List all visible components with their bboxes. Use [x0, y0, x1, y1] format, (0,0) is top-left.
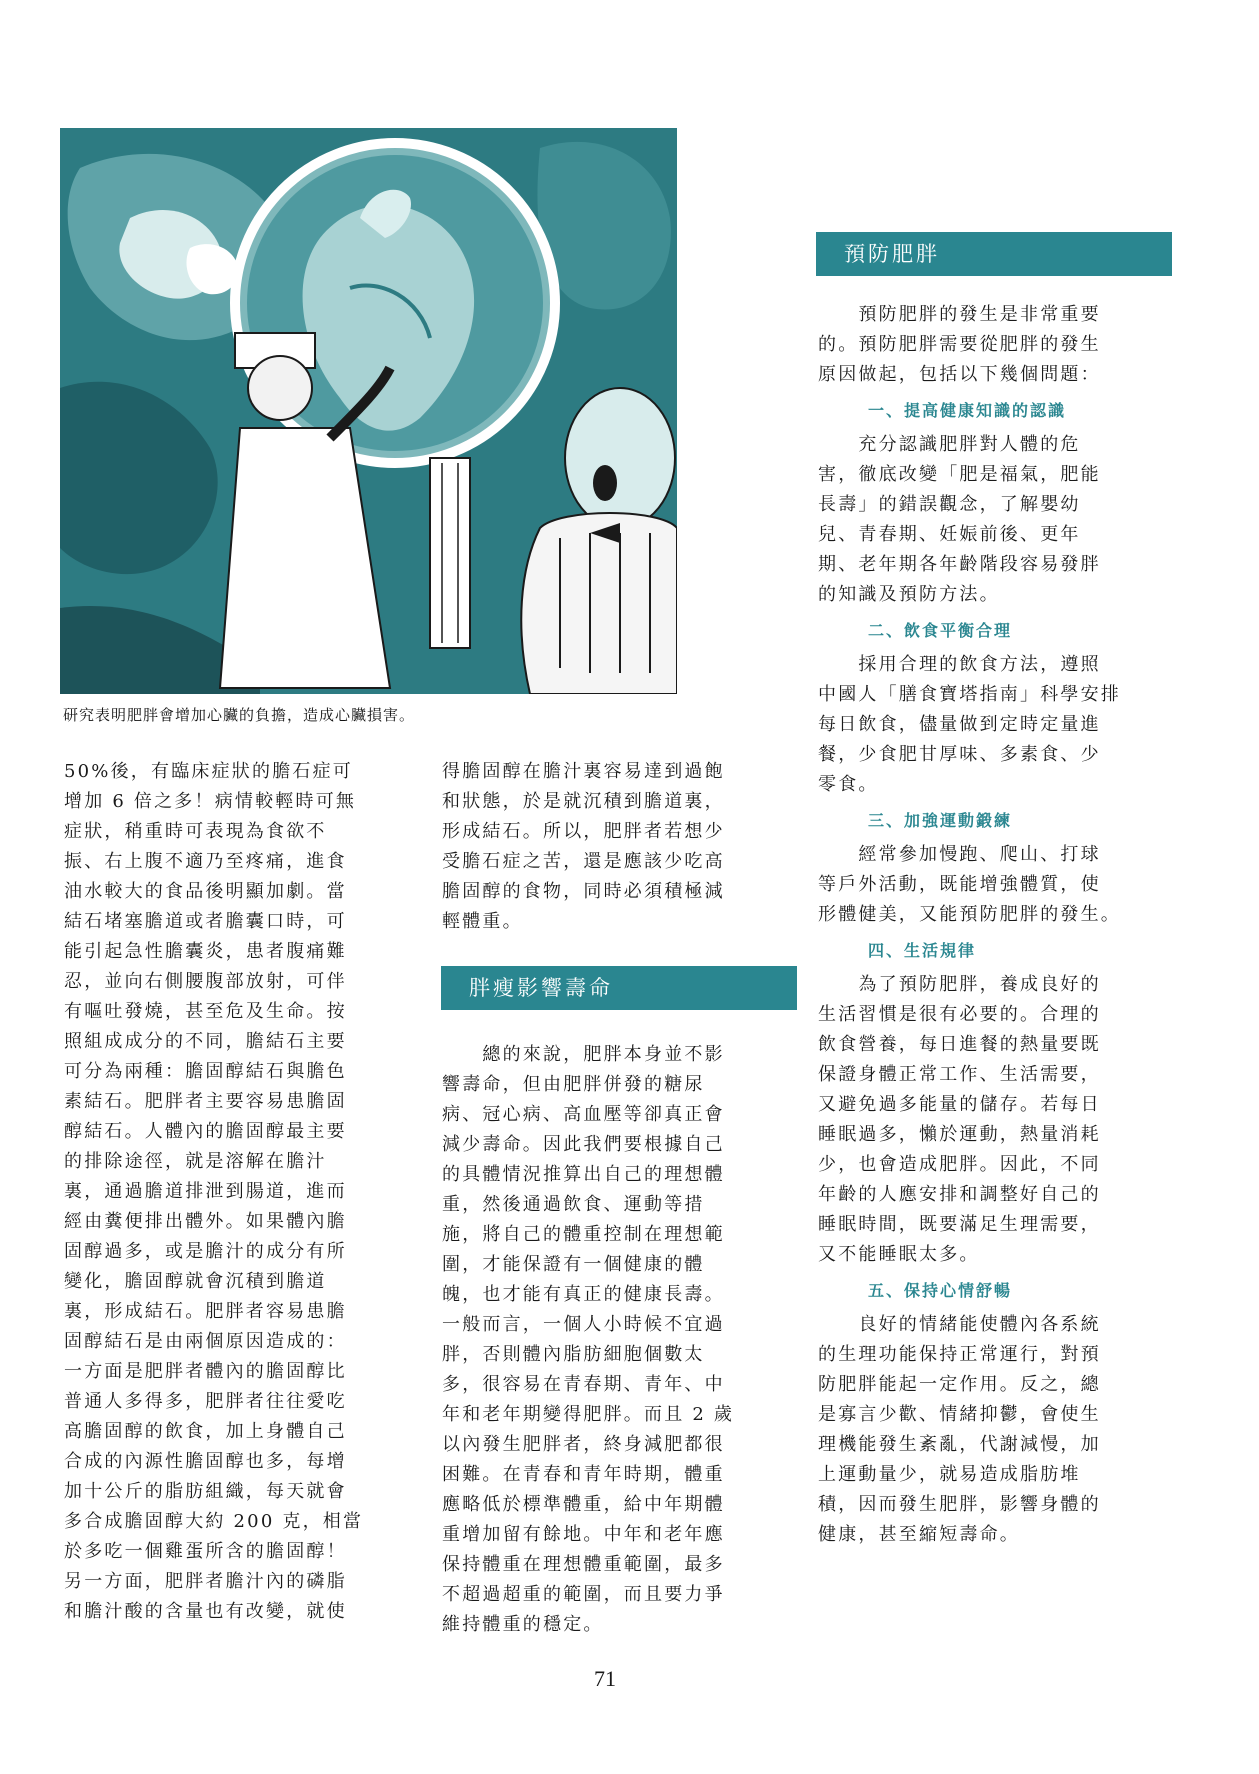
item-heading: 一、提高健康知識的認識 — [868, 401, 1067, 420]
page-number: 71 — [594, 1666, 616, 1691]
item-body: 經常參加慢跑、爬山、打球 等戶外活動，既能增強體質，使 形體健美，又能預防肥胖的發生。 — [818, 844, 1121, 925]
right-column — [818, 300, 1158, 1550]
item-body: 為了預防肥胖，養成良好的 生活習慣是很有必要的。合理的 飲食營養，每日進餐的熱量要既 保證身體正常工作、生活需要， 又避免過多能量的儲存。若每日 睡眠過多，懶於運動，熱量消耗 少，也會造成肥胖。因此，不同 年齡的人應安排和調整好自己的 睡眠時間，既要滿足生理需要， 又不能睡眠太多。 — [818, 974, 1101, 1265]
left-column — [64, 757, 400, 1627]
item-heading: 四、生活規律 — [868, 941, 977, 960]
left-column-paragraph: 50%後，有臨床症狀的膽石症可 增加 6 倍之多！病情較輕時可無 症狀，稍重時可表現為食欲不 振、右上腹不適乃至疼痛，進食 油水較大的食品後明顯加劇。當 結石堵塞膽道或者膽囊口時，可 能引起急性膽囊炎，患者腹痛難 忍，並向右側腰腹部放射，可伴 有嘔吐發燒，甚至危及生命。按 照組成成分的不同，膽結石主要 可分為兩種：膽固醇結石與膽色 素結石。肥胖者主要容易患膽固 醇結石。人體內的膽固醇最主要 的排除途徑，就是溶解在膽汁 裏，通過膽道排泄到腸道，進而 經由糞便排出體外。如果體內膽 固醇過多，或是膽汁的成分有所 變化，膽固醇就會沉積到膽道 裏，形成結石。肥胖者容易患膽 固醇結石是由兩個原因造成的： 一方面是肥胖者體內的膽固醇比 普通人多得多，肥胖者往往愛吃 高膽固醇的飲食，加上身體自己 合成的內源性膽固醇也多，每增 加十公斤的脂肪組織，每天就會 多合成膽固醇大約 200 克，相當 於多吃一個雞蛋所含的膽固醇！ 另一方面，肥胖者膽汁內的磷脂 和膽汁酸的含量也有改變，就使 — [64, 761, 364, 1622]
section-title-lifespan: 胖瘦影響壽命 — [441, 966, 797, 1010]
item-heading: 三、加強運動鍛練 — [868, 811, 1013, 830]
illustration-graphic — [60, 128, 677, 694]
middle-column-section — [442, 1040, 778, 1640]
middle-column — [442, 757, 778, 937]
item-body: 良好的情緒能使體內各系統 的生理功能保持正常運行，對預 防肥胖能起一定作用。反之，總 是寡言少歡、情緒抑鬱，會使生 理機能發生紊亂，代謝減慢，加 上運動量少，就易造成脂肪堆 積，因而發生肥胖，影響身體的 健康，甚至縮短壽命。 — [818, 1314, 1101, 1545]
illustration-heart-magnifier — [60, 128, 677, 694]
middle-column-intro: 得膽固醇在膽汁裏容易達到過飽 和狀態，於是就沉積到膽道裏， 形成結石。所以，肥胖者若想少 受膽石症之苦，還是應該少吃高 膽固醇的食物，同時必須積極減 輕體重。 — [442, 761, 725, 932]
figure-caption: 研究表明肥胖會增加心臟的負擔，造成心臟損害。 — [63, 706, 416, 724]
item-body: 充分認識肥胖對人體的危 害，徹底改變「肥是福氣，肥能 長壽」的錯誤觀念，了解嬰幼 兒、青春期、妊娠前後、更年 期、老年期各年齡階段容易發胖 的知識及預防方法。 — [818, 434, 1101, 605]
middle-column-section-body: 總的來說，肥胖本身並不影 響壽命，但由肥胖併發的糖尿 病、冠心病、高血壓等卻真正會 減少壽命。因此我們要根據自己 的具體情況推算出自己的理想體 重，然後通過飲食、運動等措 施，將自己的體重控制在理想範 圍，才能保證有一個健康的體 魄，也才能有真正的健康長壽。 一般而言，一個人小時候不宜過 胖，否則體內脂肪細胞個數太 多，很容易在青春期、青年、中 年和老年期變得肥胖。而且 2 歲 以內發生肥胖者，終身減肥都很 困難。在青春和青年時期，體重 應略低於標準體重，給中年期體 重增加留有餘地。中年和老年應 保持體重在理想體重範圍，最多 不超過超重的範圍，而且要力爭 維持體重的穩定。 — [442, 1044, 735, 1635]
section-title-prevent-obesity: 預防肥胖 — [816, 232, 1172, 276]
item-heading: 五、保持心情舒暢 — [868, 1281, 1013, 1300]
item-heading: 二、飲食平衡合理 — [868, 621, 1013, 640]
right-column-intro: 預防肥胖的發生是非常重要 的。預防肥胖需要從肥胖的發生 原因做起，包括以下幾個問題： — [818, 304, 1101, 385]
item-body: 採用合理的飲食方法，遵照 中國人「膳食寶塔指南」科學安排 每日飲食，儘量做到定時定量進 餐，少食肥甘厚味、多素食、少 零食。 — [818, 654, 1121, 795]
